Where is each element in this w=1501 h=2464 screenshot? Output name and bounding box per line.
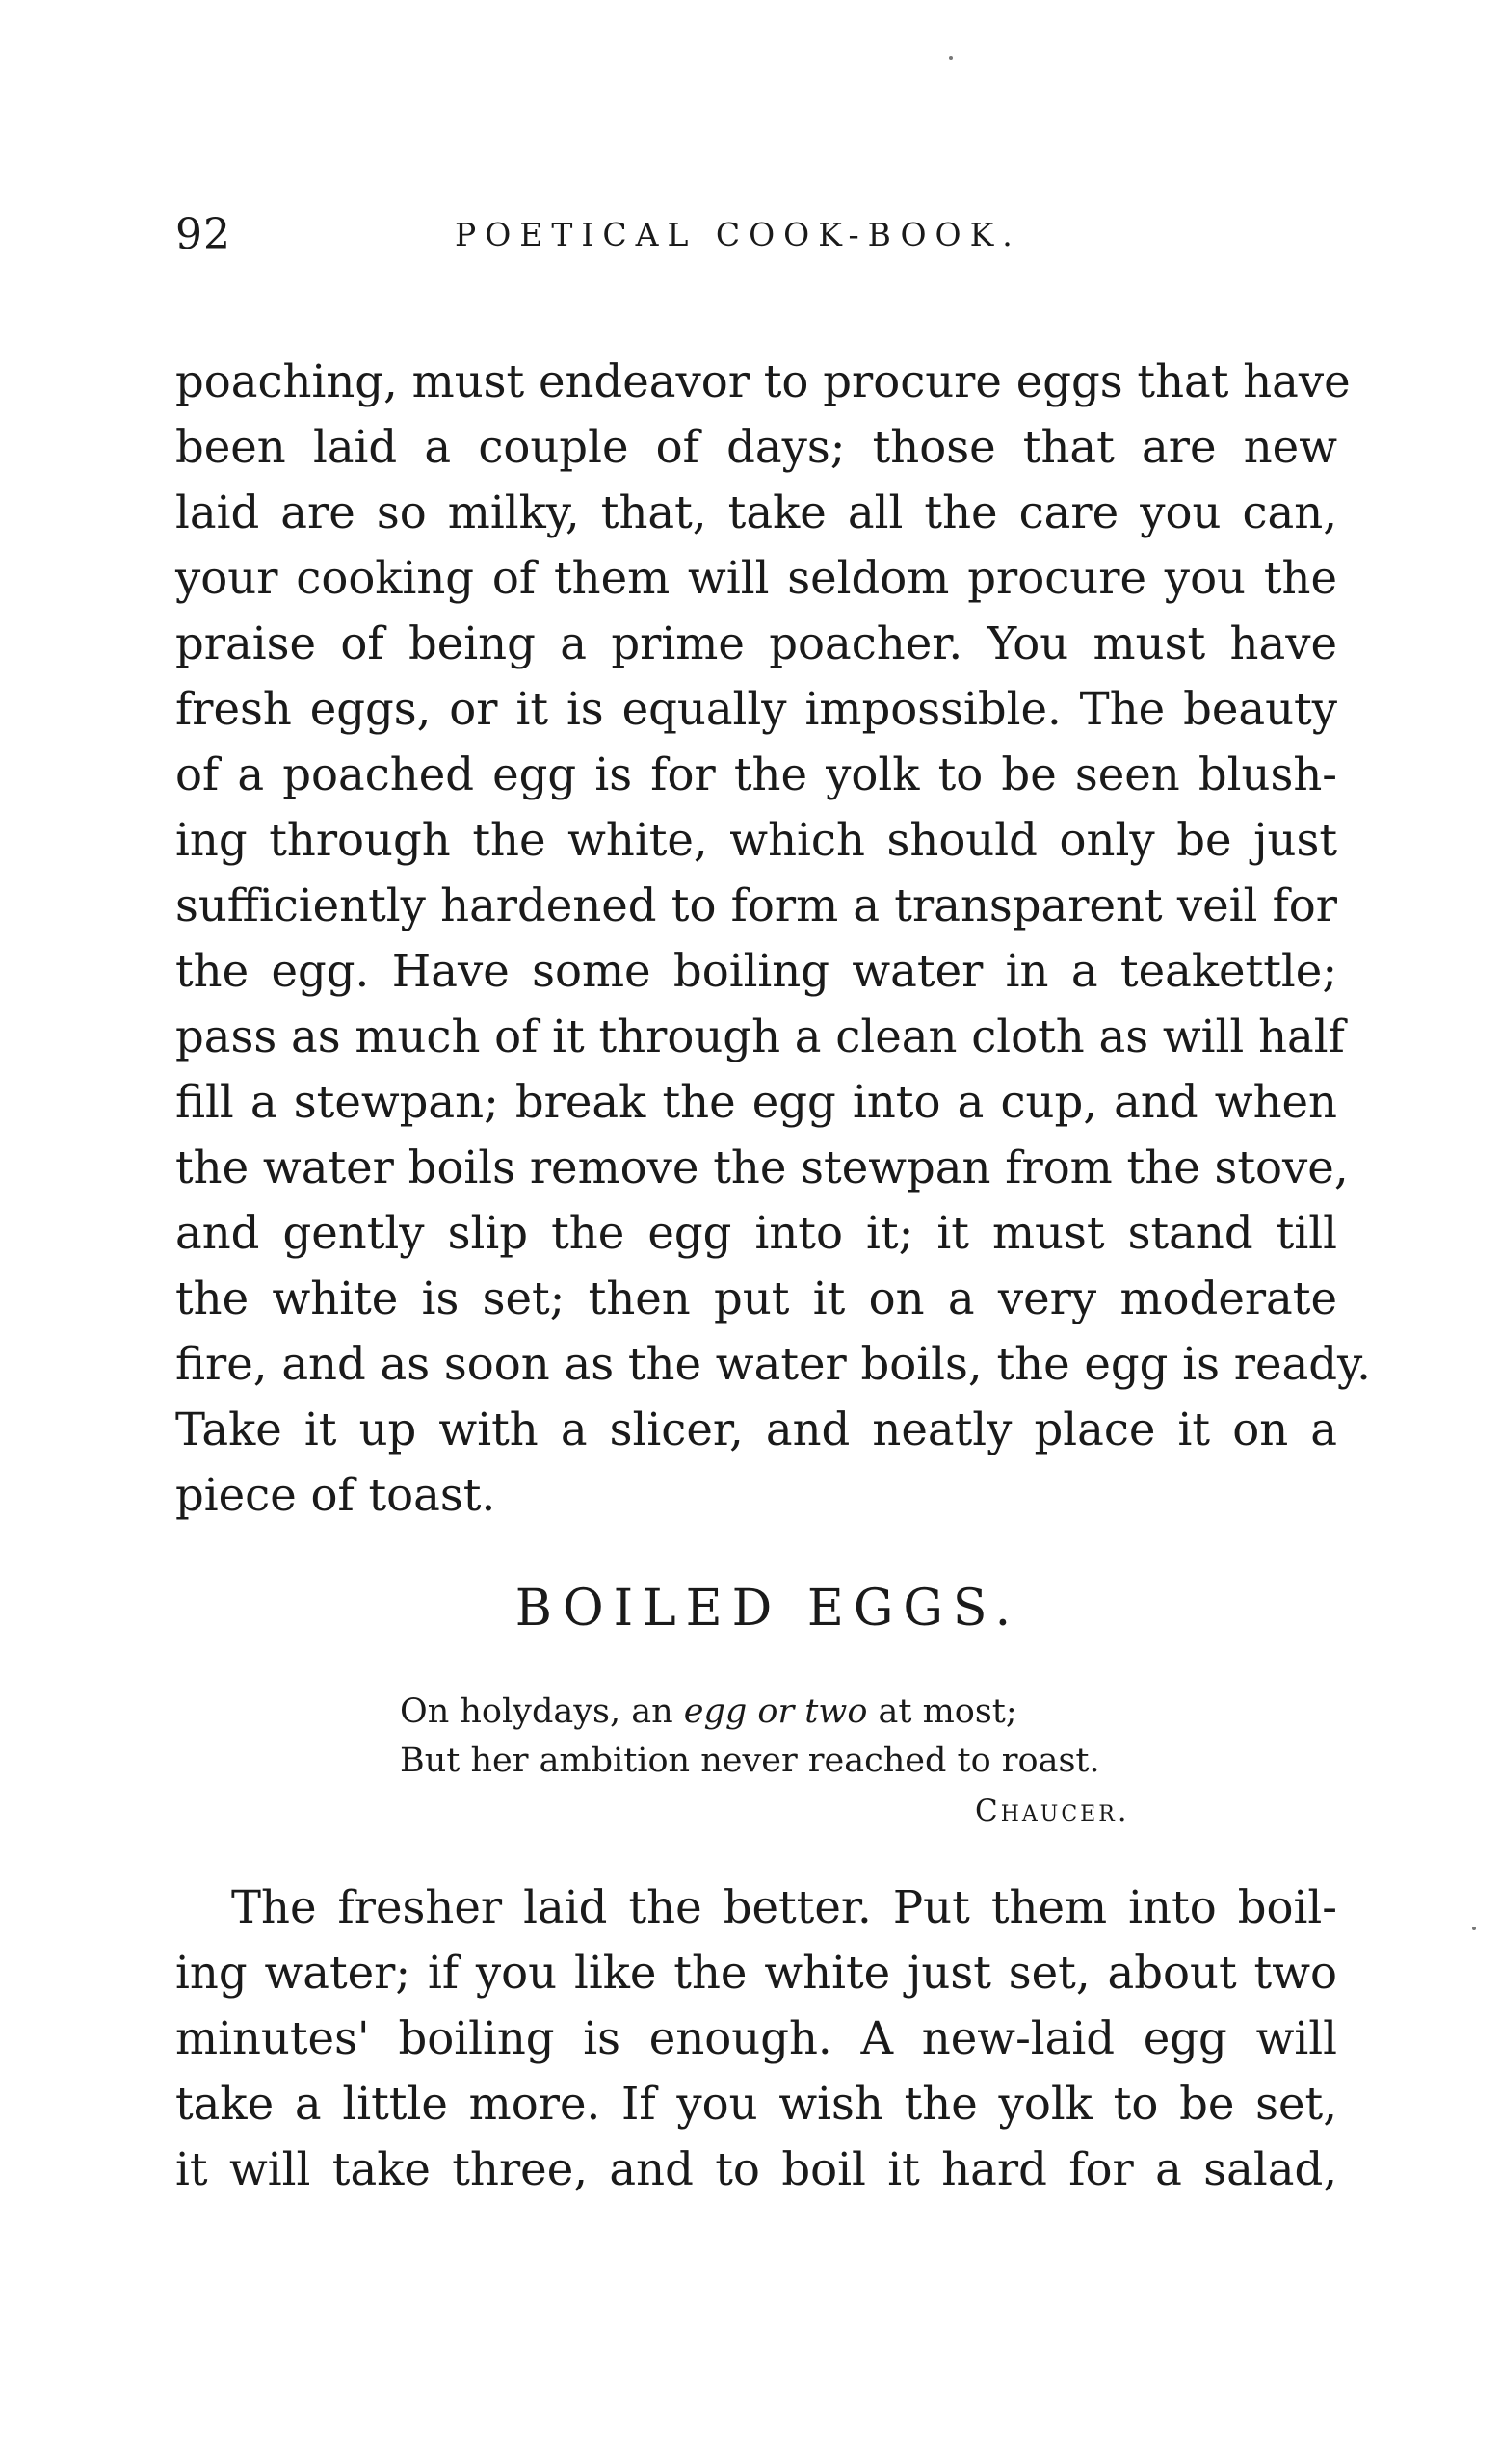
text-line: piece of toast. xyxy=(175,1469,496,1521)
text-line: the water boils remove the stewpan from the stove, xyxy=(175,1141,1349,1193)
text-line: of a poached egg is for the yolk to be seen blush- xyxy=(175,748,1337,800)
epigraph-line xyxy=(400,1688,1100,1737)
text-line: fire, and as soon as the water boils, the egg is ready. xyxy=(175,1338,1371,1390)
page-header xyxy=(175,210,1331,268)
epigraph-line: But her ambition never reached to roast. xyxy=(400,1742,1100,1780)
text-line: been laid a couple of days; those that are new xyxy=(175,421,1337,473)
section-title: BOILED EGGS. xyxy=(514,1580,1021,1638)
text-line: the egg. Have some boiling water in a teakettle; xyxy=(175,945,1337,997)
text-line: your cooking of them will seldom procure you the xyxy=(175,552,1337,604)
text-line: poaching, must endeavor to procure eggs that have xyxy=(175,355,1351,407)
text-line: pass as much of it through a clean cloth as will half xyxy=(175,1010,1345,1062)
text-line: ing water; if you like the white just set, about two xyxy=(175,1947,1337,1999)
paper-speck xyxy=(1472,1927,1476,1930)
text-line: praise of being a prime poacher. You must have xyxy=(175,617,1337,669)
text-line: it will take three, and to boil it hard for a salad, xyxy=(175,2143,1337,2195)
paragraph-boiled-eggs xyxy=(175,1874,1337,2202)
epigraph-attribution: Chaucer. xyxy=(975,1794,1130,1828)
text-line: and gently slip the egg into it; it must stand till xyxy=(175,1207,1337,1259)
text-line: ing through the white, which should only be just xyxy=(175,814,1337,866)
text-line: sufficiently hardened to form a transparent veil for xyxy=(175,879,1337,931)
epigraph-italic: egg or two xyxy=(683,1692,868,1731)
text-line: laid are so milky, that, take all the care you can, xyxy=(175,486,1337,538)
text-line: take a little more. If you wish the yolk to be set, xyxy=(175,2078,1337,2130)
paragraph-poaching xyxy=(175,349,1371,1528)
text-line: the white is set; then put it on a very moderate xyxy=(175,1272,1337,1324)
text-line: fill a stewpan; break the egg into a cup, and when xyxy=(175,1076,1337,1128)
running-title: POETICAL COOK-BOOK. xyxy=(455,216,1021,253)
text-line: The fresher laid the better. Put them into boil- xyxy=(231,1881,1337,1933)
paper-speck xyxy=(949,56,953,60)
text-line: fresh eggs, or it is equally impossible. The beauty xyxy=(175,683,1337,735)
epigraph-text: at most; xyxy=(867,1692,1017,1731)
text-line: Take it up with a slicer, and neatly place it on a xyxy=(175,1403,1337,1455)
epigraph xyxy=(400,1688,1100,1786)
epigraph-text: On holydays, an xyxy=(400,1692,684,1731)
page-number: 92 xyxy=(175,210,231,259)
text-line: minutes' boiling is enough. A new-laid egg will xyxy=(175,2012,1337,2064)
